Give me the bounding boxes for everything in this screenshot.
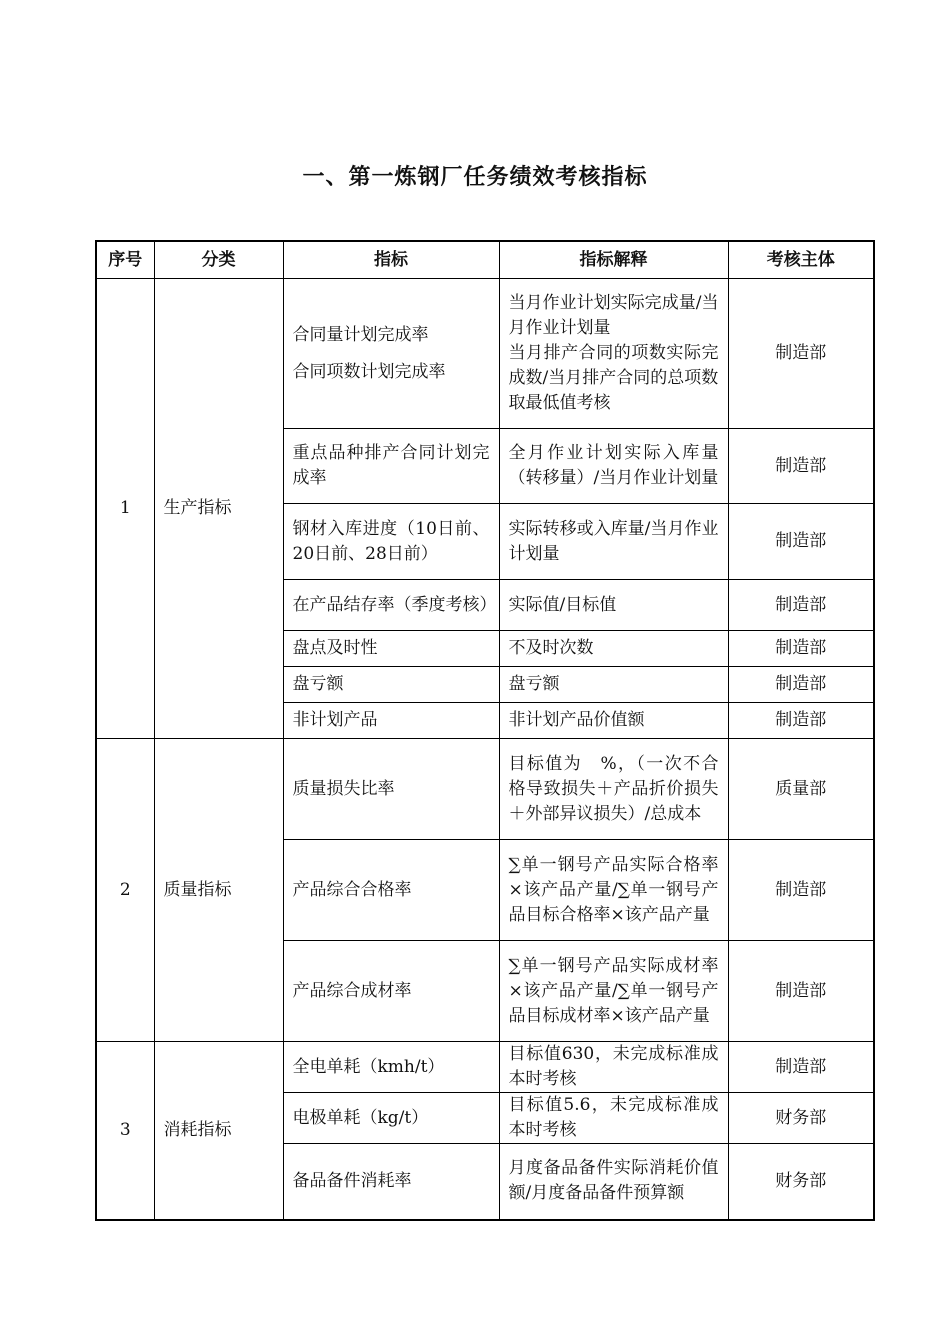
group-seq: 3 bbox=[96, 1042, 154, 1220]
indicator-cell: 重点品种排产合同计划完成率 bbox=[283, 429, 499, 504]
table-row bbox=[96, 739, 874, 840]
explanation-cell: 全月作业计划实际入库量（转移量）/当月作业计划量 bbox=[499, 429, 728, 504]
group-category: 质量指标 bbox=[154, 739, 283, 1042]
group-category: 生产指标 bbox=[154, 279, 283, 739]
explanation-cell bbox=[499, 279, 728, 429]
indicator-cell: 产品综合成材率 bbox=[283, 941, 499, 1042]
body-cell: 制造部 bbox=[728, 667, 874, 703]
explanation-line: 当月作业计划实际完成量/当月作业计划量 bbox=[508, 293, 719, 338]
explanation-cell: ∑单一钢号产品实际成材率×该产品产量/∑单一钢号产品目标成材率×该产品产量 bbox=[499, 941, 728, 1042]
body-cell: 财务部 bbox=[728, 1144, 874, 1220]
header-seq: 序号 bbox=[96, 241, 154, 279]
table-row bbox=[96, 279, 874, 429]
kpi-table bbox=[95, 240, 875, 1221]
explanation-cell: 月度备品备件实际消耗价值额/月度备品备件预算额 bbox=[499, 1144, 728, 1220]
body-cell: 财务部 bbox=[728, 1093, 874, 1144]
header-category: 分类 bbox=[154, 241, 283, 279]
explanation-cell: 目标值630，未完成标准成本时考核 bbox=[499, 1042, 728, 1093]
group-seq: 2 bbox=[96, 739, 154, 1042]
indicator-cell: 电极单耗（kg/t） bbox=[283, 1093, 499, 1144]
group-seq: 1 bbox=[96, 279, 154, 739]
indicator-line: 合同量计划完成率 bbox=[292, 324, 429, 345]
indicator-line: 合同项数计划完成率 bbox=[292, 361, 446, 382]
indicator-cell bbox=[283, 279, 499, 429]
table-header-row bbox=[96, 241, 874, 279]
body-cell: 制造部 bbox=[728, 429, 874, 504]
group-category: 消耗指标 bbox=[154, 1042, 283, 1220]
explanation-cell: 目标值为 %，（一次不合格导致损失＋产品折价损失＋外部异议损失）/总成本 bbox=[499, 739, 728, 840]
explanation-cell: ∑单一钢号产品实际合格率×该产品产量/∑单一钢号产品目标合格率×该产品产量 bbox=[499, 840, 728, 941]
indicator-cell: 盘点及时性 bbox=[283, 631, 499, 667]
body-cell: 制造部 bbox=[728, 703, 874, 739]
body-cell: 制造部 bbox=[728, 840, 874, 941]
body-cell: 制造部 bbox=[728, 631, 874, 667]
header-body: 考核主体 bbox=[728, 241, 874, 279]
table-row bbox=[96, 1042, 874, 1093]
indicator-cell: 产品综合合格率 bbox=[283, 840, 499, 941]
indicator-cell: 钢材入库进度（10日前、20日前、28日前） bbox=[283, 504, 499, 580]
explanation-line: 取最低值考核 bbox=[508, 393, 611, 413]
indicator-cell: 质量损失比率 bbox=[283, 739, 499, 840]
header-explanation: 指标解释 bbox=[499, 241, 728, 279]
body-cell: 制造部 bbox=[728, 504, 874, 580]
explanation-cell: 盘亏额 bbox=[499, 667, 728, 703]
explanation-cell: 目标值5.6，未完成标准成本时考核 bbox=[499, 1093, 728, 1144]
body-cell: 制造部 bbox=[728, 1042, 874, 1093]
indicator-cell: 在产品结存率（季度考核） bbox=[283, 580, 499, 631]
body-cell: 制造部 bbox=[728, 279, 874, 429]
page-title: 一、第一炼钢厂任务绩效考核指标 bbox=[302, 165, 648, 190]
explanation-cell: 不及时次数 bbox=[499, 631, 728, 667]
indicator-cell: 全电单耗（kmh/t） bbox=[283, 1042, 499, 1093]
header-indicator: 指标 bbox=[283, 241, 499, 279]
explanation-cell: 非计划产品价值额 bbox=[499, 703, 728, 739]
indicator-cell: 备品备件消耗率 bbox=[283, 1144, 499, 1220]
explanation-line: 当月排产合同的项数实际完成数/当月排产合同的总项数 bbox=[508, 343, 719, 388]
body-cell: 制造部 bbox=[728, 941, 874, 1042]
explanation-cell: 实际值/目标值 bbox=[499, 580, 728, 631]
indicator-cell: 非计划产品 bbox=[283, 703, 499, 739]
explanation-cell: 实际转移或入库量/当月作业计划量 bbox=[499, 504, 728, 580]
body-cell: 制造部 bbox=[728, 580, 874, 631]
indicator-cell: 盘亏额 bbox=[283, 667, 499, 703]
body-cell: 质量部 bbox=[728, 739, 874, 840]
